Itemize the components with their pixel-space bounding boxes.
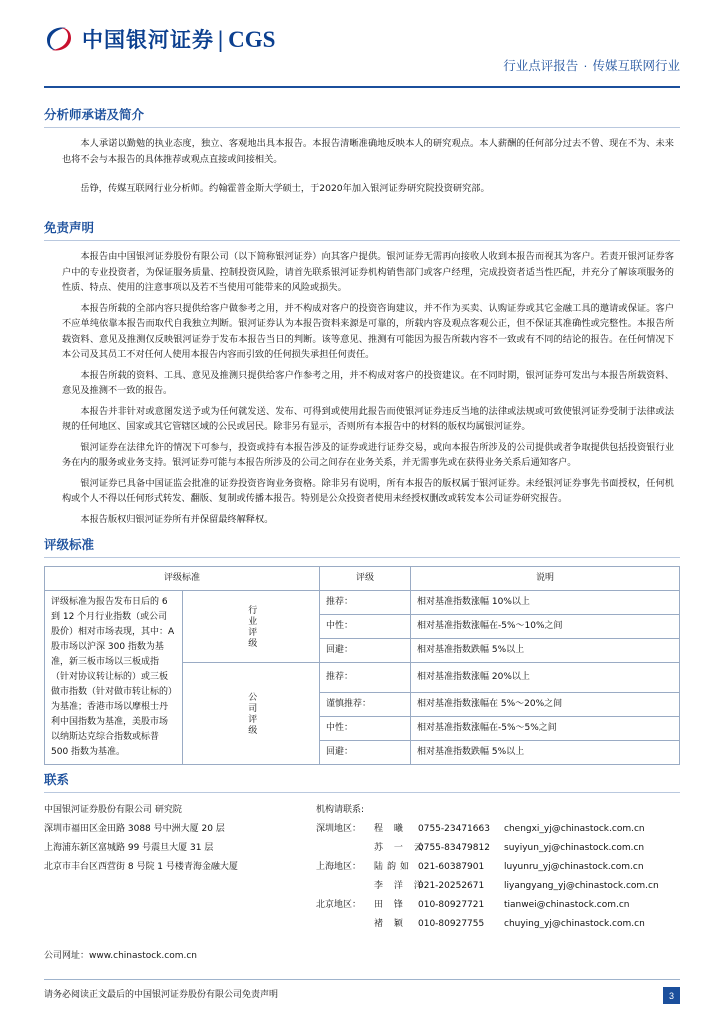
- table-header-cell: 评级: [320, 567, 411, 591]
- contact-phone: 0755-83479812: [418, 843, 490, 853]
- contact-address-line: 上海浦东新区富城路 99 号震旦大厦 31 层: [44, 843, 214, 853]
- analyst-section: [44, 105, 680, 202]
- rating-level: 推荐：: [320, 591, 411, 615]
- contact-phone: 010-80927755: [418, 919, 485, 929]
- contact-name: 李 洋 洋: [374, 881, 427, 891]
- rating-desc: 相对基准指数涨幅在-5%～5%之间: [411, 717, 680, 741]
- footer-divider: [44, 979, 680, 980]
- page-number-badge: 3: [663, 987, 680, 1004]
- contact-phone: 0755-23471663: [418, 824, 490, 834]
- rating-level: 中性：: [320, 615, 411, 639]
- contact-phone: 021-60387901: [418, 862, 485, 872]
- table-row: [45, 591, 680, 615]
- company-website-url[interactable]: www.chinastock.com.cn: [89, 951, 197, 961]
- rating-section-divider: [44, 557, 680, 558]
- rating-level: 谨慎推荐：: [320, 693, 411, 717]
- contact-row: [316, 858, 680, 877]
- contact-grid: [44, 801, 680, 934]
- disclaimer-paragraph: 本报告所载的全部内容只提供给客户做参考之用，并不构成对客户的投资咨询建议，并不作为买卖、认购证券或其它金融工具的邀请或保证。客户不应单纯依靠本报告而取代自我独立判断。银河证券认为本报告资料来源是可靠的，所载内容及观点客观公正，但不保证其准确性或完整性。本报告所载资料、意见及推测仅反映银河证券于发布本报告当日的判断。该等意见、推测有可能因为报告所载内容不一致或有不同的结论的报告。在任何情况下本公司及其员工不对任何人使用本报告内容而引致的任何损失承担任何责任。: [62, 302, 674, 360]
- analyst-section-title: 分析师承诺及简介: [44, 108, 145, 122]
- footer-disclaimer: 请务必阅读正文最后的中国银河证券股份有限公司免责声明: [44, 990, 279, 1000]
- rating-section: [44, 535, 680, 765]
- contact-address-line: 深圳市福田区金田路 3088 号中洲大厦 20 层: [44, 824, 225, 834]
- rating-level: 回避：: [320, 741, 411, 765]
- disclaimer-section: [44, 218, 680, 532]
- contact-row: [316, 820, 680, 839]
- contact-region: 深圳地区：: [316, 824, 362, 834]
- brand-name-en: CGS: [228, 27, 276, 52]
- rating-standard-text: 评级标准为报告发布日后的 6 到 12 个月行业指数（或公司股价）相对市场表现，其中：A 股市场以沪深 300 指数为基准，新三板市场以三板成指（针对协议转让标的）或三板做市指数（针对做市转让标的）为基准；香港市场以摩根士丹利中国指数为基准，美股市场以纳斯达克综合指数或标普 500 指数为基准。: [45, 591, 183, 765]
- disclaimer-section-body: [44, 249, 680, 527]
- analyst-paragraph: 本人承诺以勤勉的执业态度，独立、客观地出具本报告。本报告清晰准确地反映本人的研究观点。本人薪酬的任何部分过去不曾、现在不为、未来也将不会与本报告的具体推荐或观点直接或间接相关。: [62, 138, 674, 165]
- contact-name: 程 曦: [374, 824, 407, 834]
- header-dot: ·: [583, 59, 588, 73]
- contact-name: 陆韵如: [374, 862, 414, 872]
- contact-address-line: 北京市丰台区西营街 8 号院 1 号楼青海金融大厦: [44, 862, 238, 872]
- header-divider: [44, 86, 680, 88]
- rating-table: [44, 566, 680, 765]
- rating-desc: 相对基准指数涨幅在 5%～20%之间: [411, 693, 680, 717]
- contact-email[interactable]: suyiyun_yj@chinastock.com.cn: [504, 843, 645, 853]
- contact-row: [316, 896, 680, 915]
- rating-group-industry: 行业评级: [182, 591, 320, 663]
- contact-addresses: [44, 801, 316, 934]
- disclaimer-paragraph: 本报告并非针对或意图发送予或为任何就发送、发布、可得到或使用此报告而使银河证券违反当地的法律或法规或可致使银河证券受制于法律或法规的任何地区、国家或其它管辖区域的公民或居民。除非另有显示，否则所有本报告中的材料的版权均属银河证券。: [62, 405, 674, 432]
- contact-email[interactable]: tianwei@chinastock.com.cn: [504, 900, 630, 910]
- company-website-label: 公司网址：: [44, 951, 90, 961]
- contact-section-title: 联系: [44, 773, 70, 787]
- disclaimer-paragraph: 银河证券在法律允许的情况下可参与，投资或持有本报告涉及的证券或进行证券交易，或向本报告所涉及的公司提供或者争取提供包括投资银行业务在内的服务或业务支持。银河证券可能与本报告所涉及的公司之间存在业务关系，并无需事先或在获得业务关系后通知客户。: [62, 441, 674, 468]
- galaxy-logo-icon: [44, 24, 74, 54]
- contact-row: [316, 839, 680, 858]
- contact-email[interactable]: luyunru_yj@chinastock.com.cn: [504, 862, 644, 872]
- disclaimer-paragraph: 本报告所载的资料、工具、意见及推测只提供给客户作参考之用，并不构成对客户的投资建议。在不同时期，银河证券可发出与本报告所载资料、意见及推测不一致的报告。: [62, 369, 674, 396]
- brand-logo: [44, 24, 275, 54]
- contact-name: 褚 颖: [374, 919, 407, 929]
- contact-email[interactable]: liyangyang_yj@chinastock.com.cn: [504, 881, 659, 891]
- contact-region: 北京地区：: [316, 900, 362, 910]
- contact-region: 上海地区：: [316, 862, 362, 872]
- header-report-label: [503, 56, 680, 74]
- contact-row: [316, 877, 680, 896]
- contact-section: [44, 770, 680, 961]
- rating-desc: 相对基准指数跌幅 5%以上: [411, 741, 680, 765]
- rating-section-title: 评级标准: [44, 538, 95, 552]
- contact-email[interactable]: chuying_yj@chinastock.com.cn: [504, 919, 645, 929]
- contact-section-divider: [44, 792, 680, 793]
- analyst-section-divider: [44, 127, 680, 128]
- rating-group-company: 公司评级: [182, 663, 320, 765]
- report-type-label: 行业点评报告: [503, 59, 579, 73]
- rating-level: 推荐：: [320, 663, 411, 693]
- contact-name: 田 锋: [374, 900, 407, 910]
- contact-name: 苏 一 云: [374, 843, 427, 853]
- contact-people-title: 机构请联系:: [316, 805, 365, 815]
- disclaimer-paragraph: 本报告由中国银河证券股份有限公司（以下简称银河证券）向其客户提供。银河证券无需再向接收人收到本报告而视其为客户。若责开银河证券客户中的专业投资者，为保证服务质量、控制投资风险，请首先联系银河证券机构销售部门或客户经理，完成投资者适当性匹配，并充分了解该项服务的性质、特点、使用的注意事项以及若不当使用可能带来的风险或损失。: [62, 251, 674, 293]
- brand-separator: |: [217, 28, 226, 52]
- contact-phone: 010-80927721: [418, 900, 485, 910]
- rating-level: 回避：: [320, 639, 411, 663]
- rating-desc: 相对基准指数涨幅 10%以上: [411, 591, 680, 615]
- company-website-line: [44, 948, 680, 961]
- rating-desc: 相对基准指数涨幅在-5%～10%之间: [411, 615, 680, 639]
- rating-desc: 相对基准指数跌幅 5%以上: [411, 639, 680, 663]
- table-header-cell: 说明: [411, 567, 680, 591]
- disclaimer-section-divider: [44, 240, 680, 241]
- contact-address-line: 中国银河证券股份有限公司 研究院: [44, 805, 182, 815]
- table-header-cell: 评级标准: [45, 567, 320, 591]
- page-header: [0, 0, 724, 84]
- contact-people: [316, 801, 680, 934]
- contact-email[interactable]: chengxi_yj@chinastock.com.cn: [504, 824, 645, 834]
- disclaimer-paragraph: 本报告版权归银河证券所有并保留最终解释权。: [80, 513, 274, 525]
- industry-label: 传媒互联网行业: [592, 59, 680, 73]
- table-header-row: [45, 567, 680, 591]
- rating-desc: 相对基准指数涨幅 20%以上: [411, 663, 680, 693]
- disclaimer-section-title: 免责声明: [44, 221, 95, 235]
- brand-logo-text: [82, 24, 275, 54]
- brand-name-cn: 中国银河证券: [82, 28, 214, 52]
- analyst-section-body: [44, 136, 680, 197]
- rating-level: 中性：: [320, 717, 411, 741]
- analyst-paragraph: 岳铮，传媒互联网行业分析师。约翰霍普金斯大学硕士，于2020年加入银河证券研究院投资研究部。: [80, 183, 490, 194]
- contact-row: [316, 915, 680, 934]
- contact-phone: 021-20252671: [418, 881, 485, 891]
- disclaimer-paragraph: 银河证券已具备中国证监会批准的证券投资咨询业务资格。除非另有说明，所有本报告的版权属于银河证券。未经银河证券事先书面授权，任何机构或个人不得以任何形式转发、翻版、复制或传播本报告。特别是公众投资者使用未经授权删改或转发本公司证券研究报告。: [62, 477, 674, 504]
